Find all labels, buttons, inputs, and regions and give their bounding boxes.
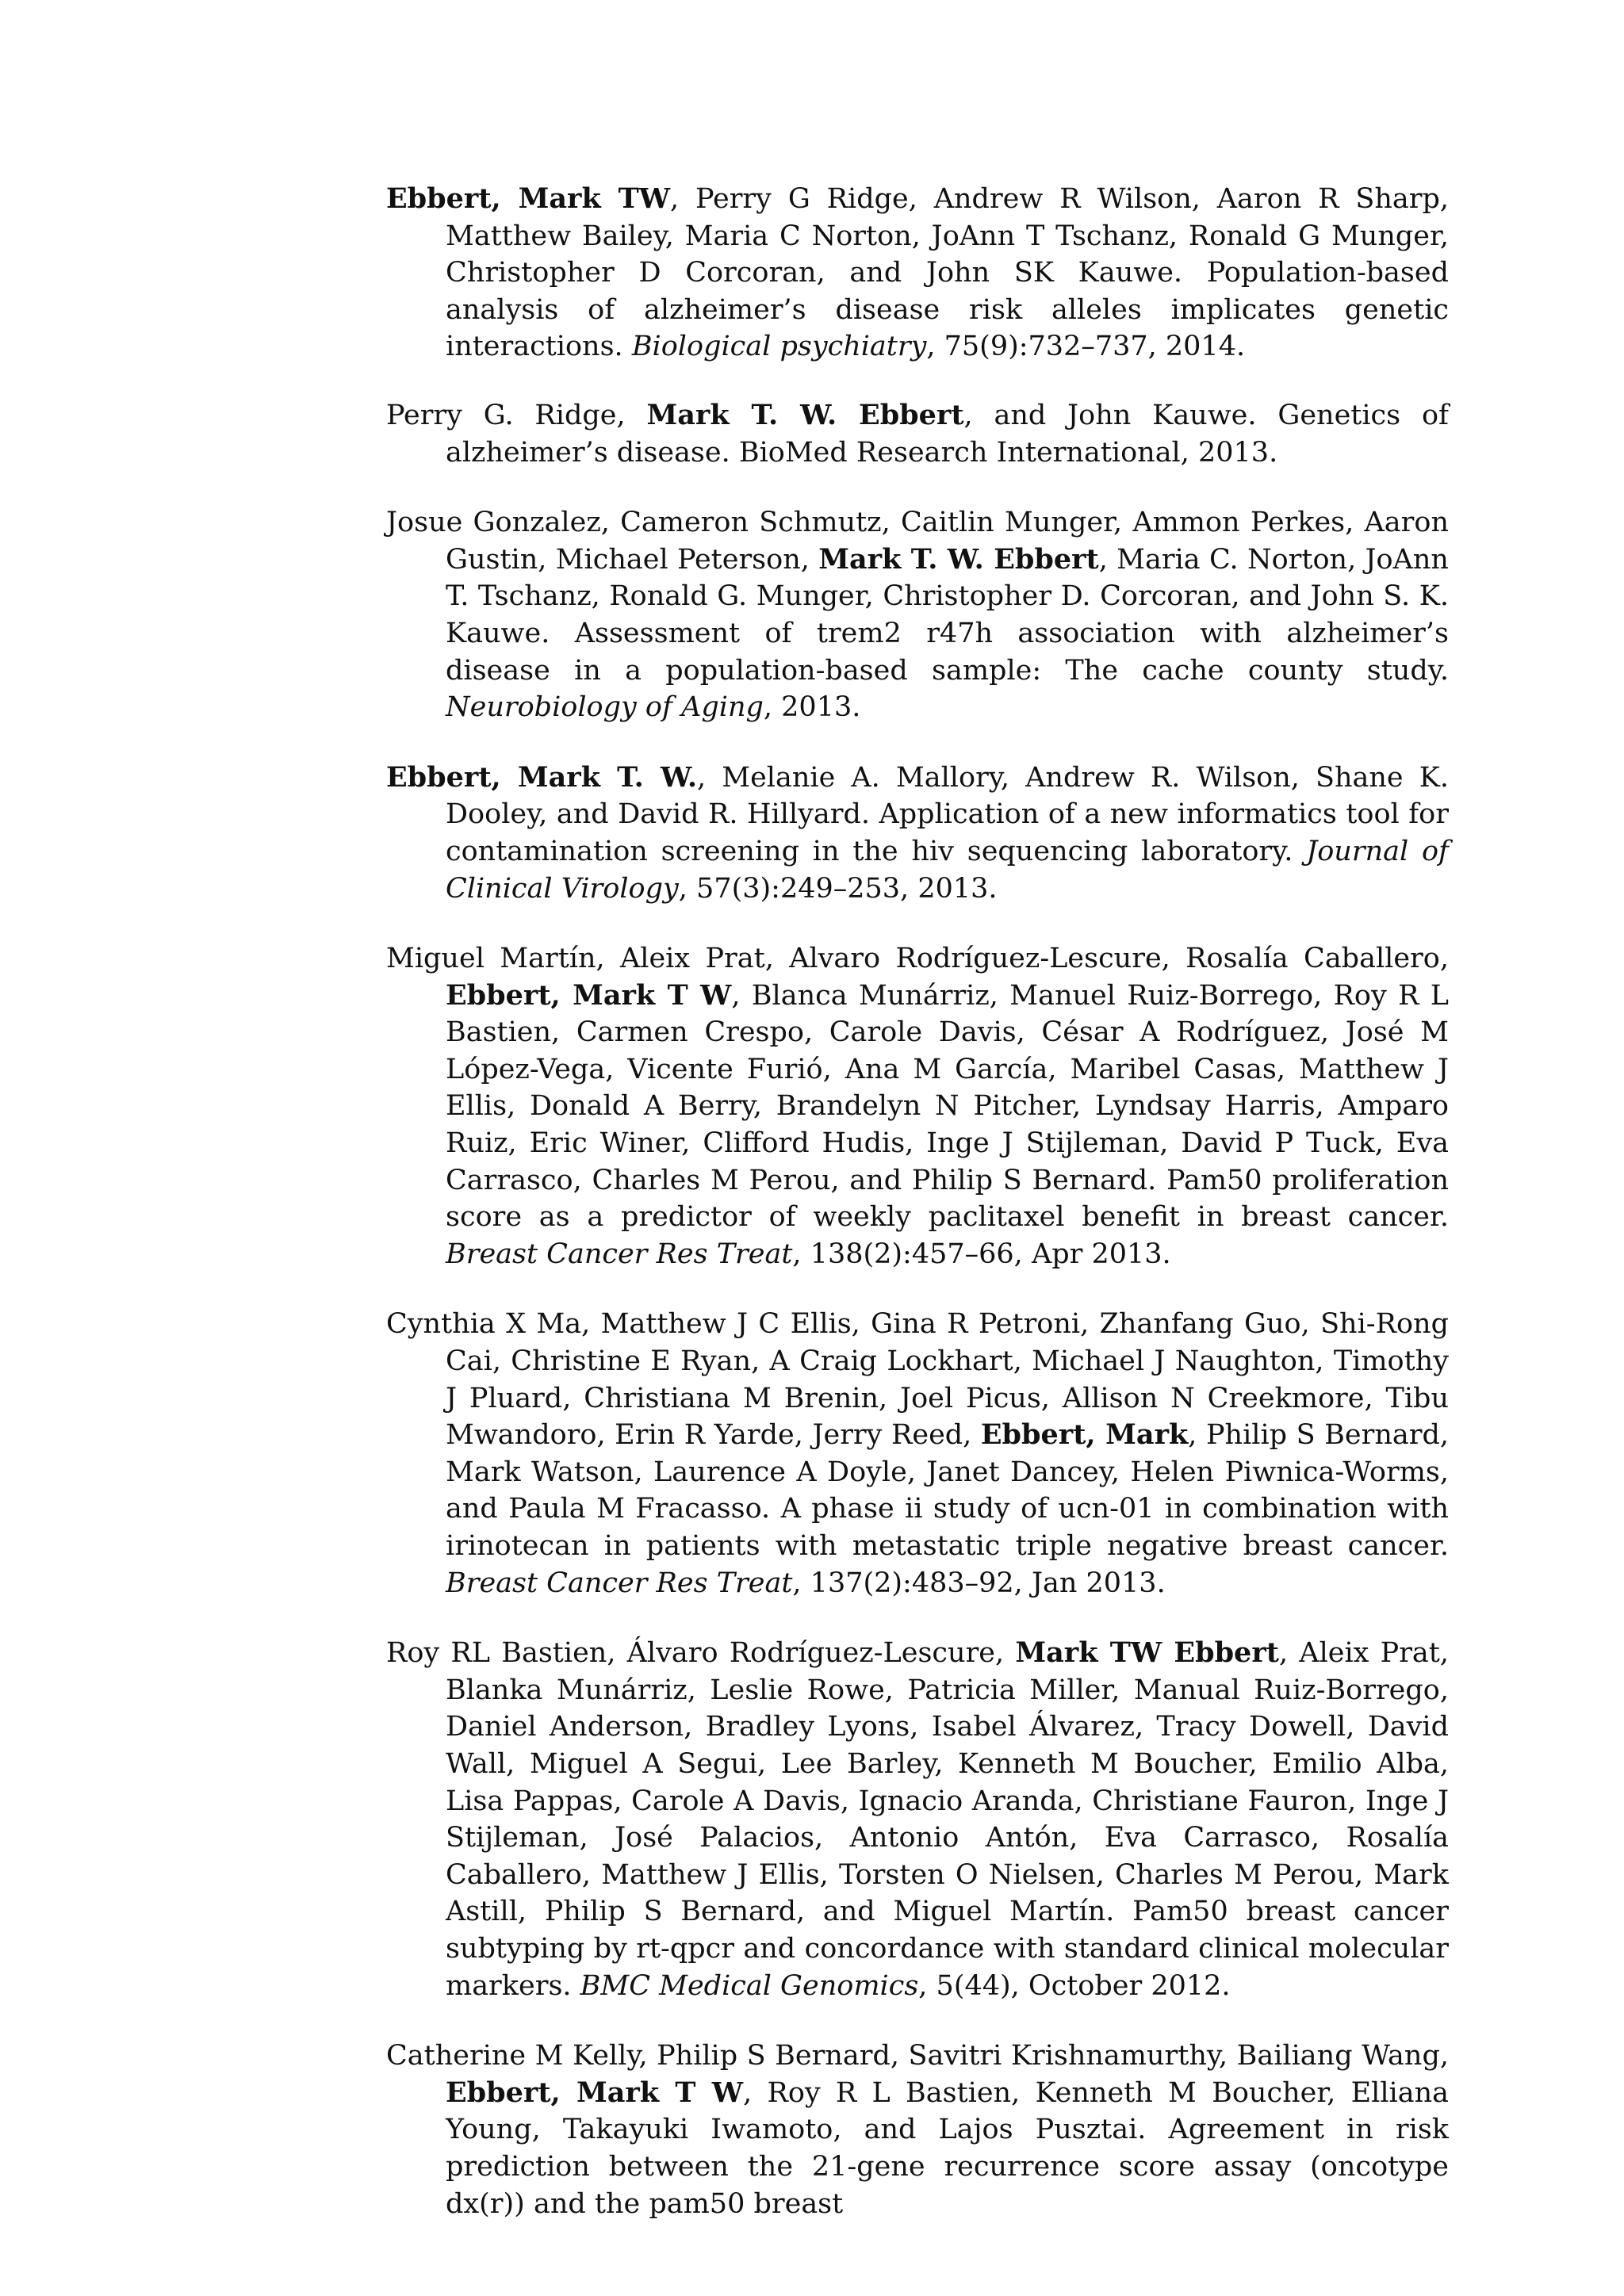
highlighted-author: Ebbert, Mark T W [446, 2076, 744, 2109]
reference-text: Cynthia X Ma, Matthew J C Ellis, Gina R Petroni, Zhanfang Guo, Shi-Rong Cai, Christine E Ryan, A Craig Lockhart, Michael J Naughton, Timothy J Pluard, Christiana M Brenin, Joel Picus, Allison N Creekmore, Tibu Mwandoro, Erin R Yarde, Jerry Reed, [386, 1308, 1449, 1452]
journal-name: Biological psychiatry [631, 331, 927, 363]
highlighted-author: Mark T. W. Ebbert [818, 542, 1099, 576]
reference-text: , Maria C. Norton, JoAnn T. Tschanz, Ronald G. Munger, Christopher D. Corcoran, and John S. K. Kauwe. Assessment of trem2 r47h association with alzheimer’s disease in a population-based sample: The cache county study. [446, 543, 1449, 687]
reference-text: , 5(44), October 2012. [918, 1969, 1231, 2002]
reference-entry [386, 1306, 1449, 1601]
highlighted-author: Mark TW Ebbert [1015, 1636, 1279, 1670]
reference-text: Josue Gonzalez, Cameron Schmutz, Caitlin Munger, Ammon Perkes, Aaron Gustin, Michael Peterson, [386, 507, 1449, 576]
reference-entry [386, 940, 1449, 1272]
highlighted-author: Ebbert, Mark T. W. [386, 760, 698, 794]
reference-text: , Melanie A. Mallory, Andrew R. Wilson, Shane K. Dooley, and David R. Hillyard. Application of a new informatics tool for contamination screening in the hiv sequencing laboratory. [446, 761, 1450, 867]
reference-text: , Aleix Prat, Blanka Munárriz, Leslie Rowe, Patricia Miller, Manual Ruiz-Borrego, Daniel Anderson, Bradley Lyons, Isabel Álvarez, Tracy Dowell, David Wall, Miguel A Segui, Lee Barley, Kenneth M Boucher, Emilio Alba, Lisa Pappas, Carole A Davis, Ignacio Aranda, Christiane Fauron, Inge J Stijleman, José Palacios, Antonio Antón, Eva Carrasco, Rosalía Caballero, Matthew J Ellis, Torsten O Nielsen, Charles M Perou, Mark Astill, Philip S Bernard, and Miguel Martín. Pam50 breast cancer subtyping by rt-qpcr and concordance with standard clinical molecular markers. [446, 1637, 1449, 2002]
reference-entry [386, 1635, 1449, 2004]
reference-text: , 137(2):483–92, Jan 2013. [792, 1567, 1166, 1599]
reference-text: Miguel Martín, Aleix Prat, Alvaro Rodríguez-Lescure, Rosalía Caballero, [386, 943, 1449, 975]
highlighted-author: Ebbert, Mark T W [446, 978, 732, 1012]
highlighted-author: Ebbert, Mark [980, 1418, 1189, 1452]
reference-text: , Philip S Bernard, Mark Watson, Laurence A Doyle, Janet Dancey, Helen Piwnica-Worms, and Paula M Fracasso. A phase ii study of ucn-01 in combination with irinotecan in patients with metastatic triple negative breast cancer. [446, 1419, 1449, 1562]
journal-name: Neurobiology of Aging [446, 691, 764, 724]
reference-entry [386, 760, 1449, 907]
reference-text: Roy RL Bastien, Álvaro Rodríguez-Lescure, [386, 1637, 1016, 1670]
reference-text: , 57(3):249–253, 2013. [678, 872, 998, 905]
reference-text: , Roy R L Bastien, Kenneth M Boucher, Elliana Young, Takayuki Iwamoto, and Lajos Pusztai. Agreement in risk prediction between the 21-gene recurrence score assay (oncotype dx(r)) and the pam50 breast [446, 2076, 1449, 2220]
reference-text: , Blanca Munárriz, Manuel Ruiz-Borrego, Roy R L Bastien, Carmen Crespo, Carole Davis, César A Rodríguez, José M López-Vega, Vicente Furió, Ana M García, Maribel Casas, Matthew J Ellis, Donald A Berry, Brandelyn N Pitcher, Lyndsay Harris, Amparo Ruiz, Eric Winer, Clifford Hudis, Inge J Stijleman, David P Tuck, Eva Carrasco, Charles M Perou, and Philip S Bernard. Pam50 proliferation score as a predictor of weekly paclitaxel benefit in breast cancer. [446, 979, 1449, 1234]
reference-list [386, 181, 1449, 2256]
reference-text: , 75(9):732–737, 2014. [926, 331, 1246, 363]
journal-name: Breast Cancer Res Treat [446, 1567, 793, 1599]
reference-entry [386, 2038, 1449, 2222]
journal-name: Breast Cancer Res Treat [446, 1238, 793, 1270]
journal-name: Journal of Clinical Virology [446, 835, 1449, 905]
highlighted-author: Ebbert, Mark TW [386, 182, 671, 215]
reference-entry [386, 181, 1449, 365]
highlighted-author: Mark T. W. Ebbert [646, 398, 964, 431]
reference-text: , 2013. [763, 691, 861, 724]
reference-entry [386, 504, 1449, 726]
journal-name: BMC Medical Genomics [580, 1969, 919, 2002]
reference-text: , 138(2):457–66, Apr 2013. [792, 1238, 1171, 1270]
reference-text: Catherine M Kelly, Philip S Bernard, Savitri Krishnamurthy, Bailiang Wang, [386, 2040, 1449, 2072]
reference-entry [386, 397, 1449, 471]
reference-text: , Perry G Ridge, Andrew R Wilson, Aaron R Sharp, Matthew Bailey, Maria C Norton, JoAnn T Tschanz, Ronald G Munger, Christopher D Corcoran, and John SK Kauwe. Population-based analysis of alzheimer’s disease risk alleles implicates genetic interactions. [446, 183, 1449, 363]
reference-text: Perry G. Ridge, [386, 399, 647, 431]
reference-text: , and John Kauwe. Genetics of alzheimer’s disease. BioMed Research International, 2013. [446, 399, 1449, 469]
